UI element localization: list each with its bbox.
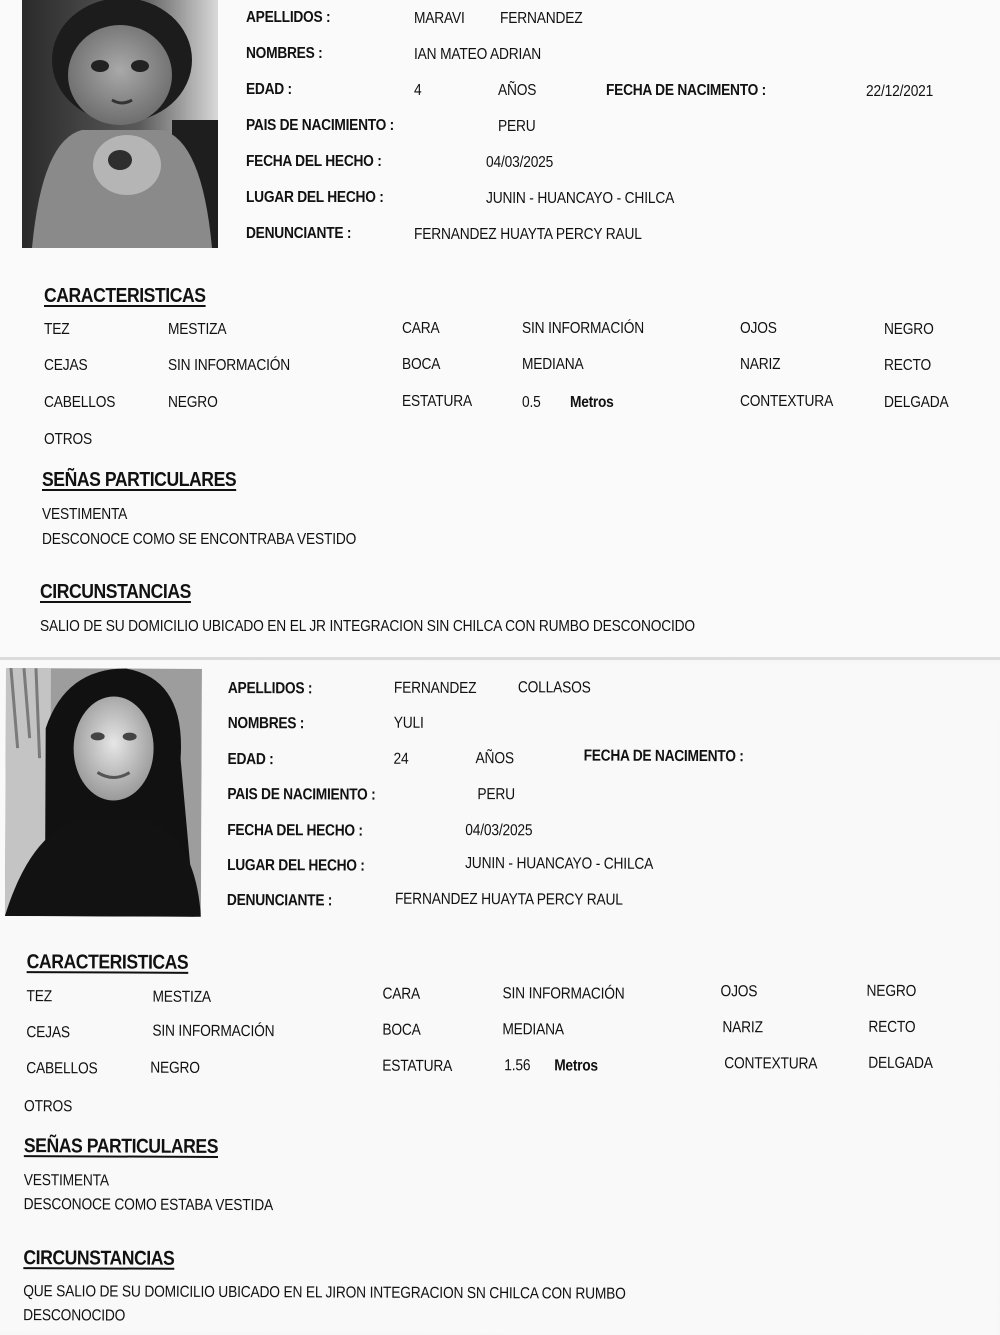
nombres-value: IAN MATEO ADRIAN [414, 46, 541, 63]
tez-value: MESTIZA [152, 988, 211, 1006]
pais-nacimiento-label: PAIS DE NACIMIENTO : [227, 785, 376, 804]
child-photo [22, 0, 218, 248]
boca-label: BOCA [382, 1021, 421, 1039]
cara-label: CARA [382, 985, 421, 1003]
apellido-paterno: FERNANDEZ [393, 679, 477, 698]
estatura-value: 0.5 [522, 394, 541, 411]
metros-label: Metros [570, 394, 614, 411]
lugar-hecho-value: JUNIN - HUANCAYO - CHILCA [465, 855, 654, 873]
circunstancias-text: SALIO DE SU DOMICILIO UBICADO EN EL JR INTEGRACION SIN CHILCA CON RUMBO DESCONOCIDO [40, 618, 695, 635]
fecha-hecho-value: 04/03/2025 [465, 822, 533, 840]
missing-person-record-1 [0, 0, 1000, 658]
otros-label: OTROS [24, 1098, 73, 1116]
senas-heading: SEÑAS PARTICULARES [42, 469, 237, 491]
contextura-label: CONTEXTURA [740, 393, 834, 410]
cabellos-value: NEGRO [150, 1059, 200, 1077]
cara-label: CARA [402, 320, 440, 337]
contextura-value: DELGADA [884, 394, 949, 411]
anos-label: AÑOS [498, 82, 537, 99]
woman-photo [5, 668, 202, 917]
pais-nacimiento-value: PERU [477, 786, 515, 804]
contextura-value: DELGADA [868, 1054, 933, 1073]
otros-label: OTROS [44, 431, 93, 448]
denunciante-label: DENUNCIANTE : [226, 891, 333, 910]
ojos-value: NEGRO [884, 321, 934, 338]
cara-value: SIN INFORMACIÓN [502, 985, 625, 1003]
ojos-value: NEGRO [866, 982, 917, 1001]
nariz-label: NARIZ [722, 1019, 763, 1037]
tez-value: MESTIZA [168, 321, 227, 338]
cejas-label: CEJAS [44, 357, 88, 374]
apellido-materno: FERNANDEZ [500, 10, 583, 27]
tez-label: TEZ [44, 321, 70, 338]
circunstancias-text-line2: DESCONOCIDO [23, 1307, 126, 1325]
edad-value: 24 [393, 750, 409, 768]
vestimenta-label: VESTIMENTA [23, 1172, 109, 1190]
caracteristicas-heading: CARACTERISTICAS [26, 951, 189, 974]
boca-value: MEDIANA [522, 356, 584, 373]
tez-label: TEZ [26, 988, 53, 1006]
denunciante-value: FERNANDEZ HUAYTA PERCY RAUL [414, 226, 642, 243]
cabellos-value: NEGRO [168, 394, 218, 411]
pais-nacimiento-value: PERU [498, 118, 536, 135]
apellidos-label: APELLIDOS : [227, 679, 313, 698]
estatura-label: ESTATURA [382, 1057, 453, 1075]
fecha-nacimiento-value: 22/12/2021 [866, 83, 934, 100]
fecha-nacimiento-label: FECHA DE NACIMENTO : [583, 747, 744, 766]
lugar-hecho-value: JUNIN - HUANCAYO - CHILCA [486, 190, 675, 207]
cara-value: SIN INFORMACIÓN [522, 320, 645, 337]
pais-nacimiento-label: PAIS DE NACIMIENTO : [246, 117, 395, 134]
boca-label: BOCA [402, 356, 441, 373]
nombres-label: NOMBRES : [227, 714, 305, 733]
nariz-value: RECTO [868, 1018, 916, 1036]
circunstancias-heading: CIRCUNSTANCIAS [40, 581, 191, 603]
anos-label: AÑOS [475, 750, 514, 768]
edad-label: EDAD : [227, 750, 274, 769]
page-divider [0, 657, 1000, 660]
apellido-materno: COLLASOS [517, 679, 591, 697]
cabellos-label: CABELLOS [26, 1060, 98, 1078]
denunciante-value: FERNANDEZ HUAYTA PERCY RAUL [394, 890, 623, 909]
nombres-value: YULI [393, 714, 424, 732]
contextura-label: CONTEXTURA [724, 1055, 818, 1073]
metros-label: Metros [554, 1057, 598, 1075]
apellidos-label: APELLIDOS : [246, 9, 331, 26]
lugar-hecho-label: LUGAR DEL HECHO : [246, 189, 384, 206]
nariz-label: NARIZ [740, 356, 781, 373]
estatura-value: 1.56 [504, 1057, 531, 1075]
cabellos-label: CABELLOS [44, 394, 116, 411]
nombres-label: NOMBRES : [246, 45, 323, 62]
ojos-label: OJOS [720, 983, 758, 1001]
boca-value: MEDIANA [502, 1021, 564, 1039]
edad-label: EDAD : [246, 81, 292, 98]
fecha-hecho-label: FECHA DEL HECHO : [246, 153, 382, 170]
fecha-hecho-label: FECHA DEL HECHO : [227, 821, 363, 840]
cejas-value: SIN INFORMACIÓN [152, 1022, 275, 1041]
circunstancias-text-line1: QUE SALIO DE SU DOMICILIO UBICADO EN EL JIRON INTEGRACION SN CHILCA CON RUMBO [23, 1283, 626, 1303]
ojos-label: OJOS [740, 320, 777, 337]
caracteristicas-heading: CARACTERISTICAS [44, 285, 206, 307]
fecha-hecho-value: 04/03/2025 [486, 154, 554, 171]
nariz-value: RECTO [884, 357, 932, 374]
circunstancias-heading: CIRCUNSTANCIAS [23, 1247, 175, 1270]
vestimenta-value: DESCONOCE COMO SE ENCONTRABA VESTIDO [42, 531, 357, 548]
denunciante-label: DENUNCIANTE : [246, 225, 352, 242]
cejas-value: SIN INFORMACIÓN [168, 357, 291, 374]
senas-heading: SEÑAS PARTICULARES [23, 1135, 219, 1158]
fecha-nacimiento-label: FECHA DE NACIMENTO : [606, 82, 766, 99]
estatura-label: ESTATURA [402, 393, 472, 410]
edad-value: 4 [414, 82, 422, 99]
vestimenta-value: DESCONOCE COMO ESTABA VESTIDA [23, 1196, 274, 1215]
vestimenta-label: VESTIMENTA [42, 506, 128, 523]
lugar-hecho-label: LUGAR DEL HECHO : [227, 856, 365, 875]
missing-person-record-2 [0, 660, 1000, 1335]
cejas-label: CEJAS [26, 1024, 70, 1042]
apellido-paterno: MARAVI [414, 10, 465, 27]
